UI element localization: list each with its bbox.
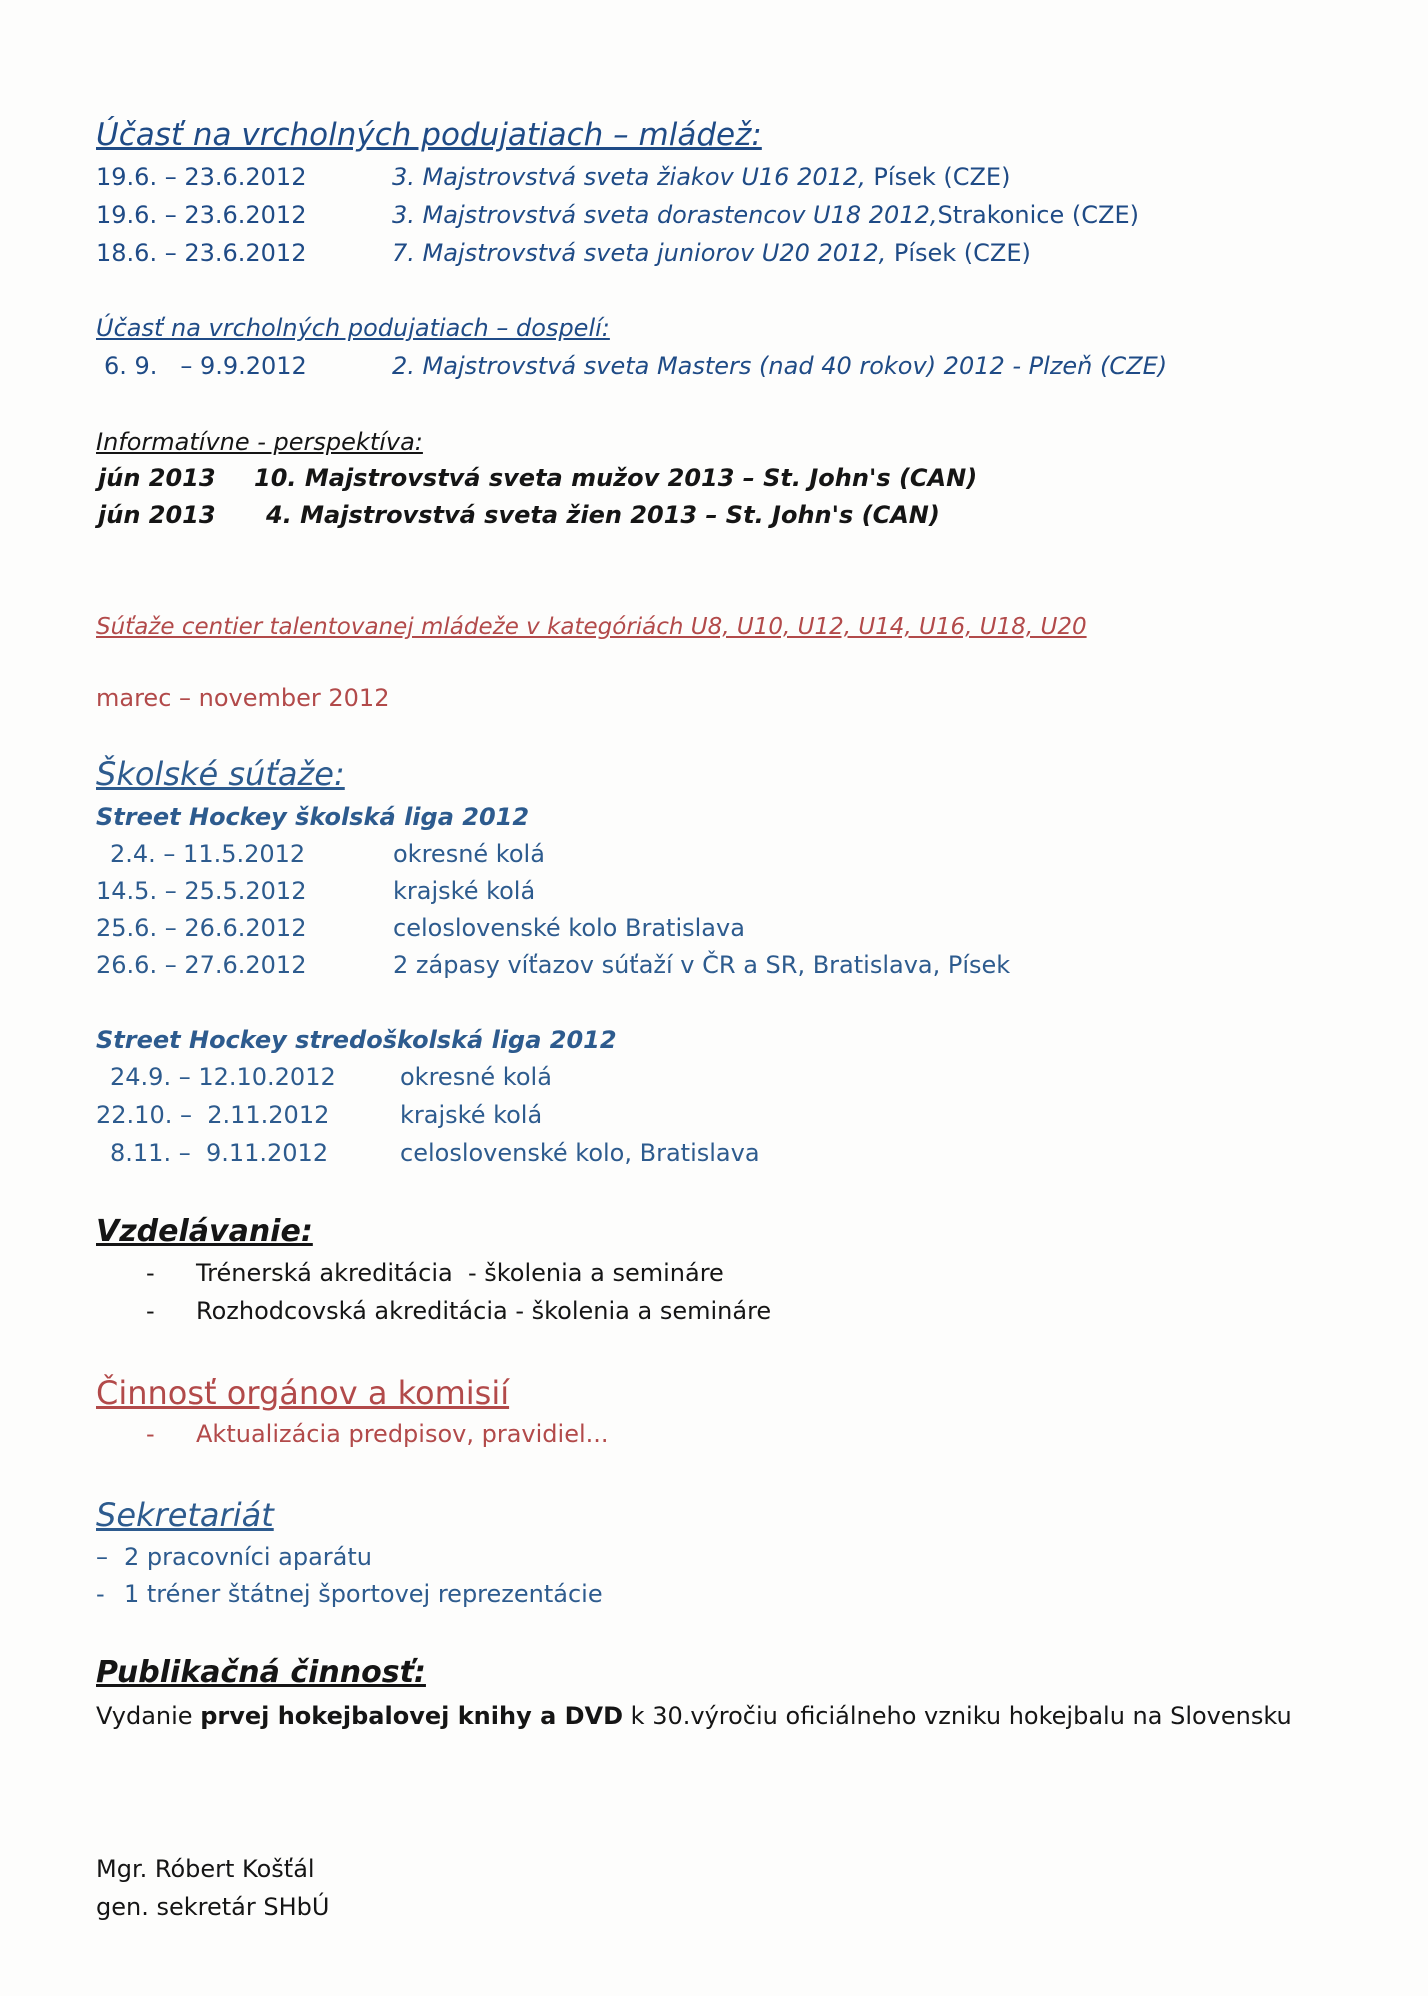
publication-text-post: k 30.výročiu oficiálneho vzniku hokejbalu na Slovensku [623,1702,1292,1730]
secretariat-heading: Sekretariát [96,1496,274,1534]
informative-row-2-event: 4. Majstrovstvá sveta žien 2013 – St. John's (CAN) [266,501,940,529]
youth-row-2-event-name: 3. Majstrovstvá sveta dorastencov U18 2012, [392,201,938,229]
league-1-row-2-date: 14.5. – 25.5.2012 [96,877,307,905]
youth-row-2-event-place: Strakonice (CZE) [937,201,1139,229]
secretariat-item-1-bullet: – [96,1543,108,1571]
league-1-row-3-desc: celoslovenské kolo Bratislava [393,914,745,942]
secretariat-item-2-text: 1 tréner štátnej športovej reprezentácie [124,1580,603,1608]
secretariat-item-2-bullet: - [96,1580,105,1608]
bodies-heading: Činnosť orgánov a komisií [96,1374,510,1412]
talent-period: marec – november 2012 [96,684,390,712]
league-1-row-4-desc: 2 zápasy víťazov súťaží v ČR a SR, Bratislava, Písek [393,951,1011,979]
adults-row-1-date: 6. 9. – 9.9.2012 [104,352,307,380]
publication-heading: Publikačná činnosť: [96,1655,426,1690]
league-2-row-1-desc: okresné kolá [400,1063,552,1091]
education-item-1-bullet: - [146,1259,155,1287]
league-2-row-2-desc: krajské kolá [400,1101,543,1129]
youth-row-3-event-name: 7. Majstrovstvá sveta juniorov U20 2012, [392,239,887,267]
signature-title: gen. sekretár SHbÚ [96,1893,330,1921]
informative-row-1-date: jún 2013 [98,464,216,492]
bodies-item-1-bullet: - [146,1420,155,1448]
youth-row-1-event-place: Písek (CZE) [873,163,1011,191]
talent-heading: Súťaže centier talentovanej mládeže v kategóriách U8, U10, U12, U14, U16, U18, U20 [96,614,1087,640]
league-1-row-3-date: 25.6. – 26.6.2012 [96,914,307,942]
informative-heading: Informatívne - perspektíva: [96,428,423,456]
youth-row-2-event [392,201,1139,229]
education-item-2-bullet: - [146,1297,155,1325]
youth-row-2-date: 19.6. – 23.6.2012 [96,201,307,229]
signature-name: Mgr. Róbert Košťál [96,1855,315,1883]
league-1-row-2-desc: krajské kolá [393,877,536,905]
secretariat-item-1-text: 2 pracovníci aparátu [124,1543,373,1571]
bodies-item-1-text: Aktualizácia predpisov, pravidiel... [196,1420,609,1448]
informative-row-2-date: jún 2013 [98,501,216,529]
informative-row-1-event: 10. Majstrovstvá sveta mužov 2013 – St. John's (CAN) [254,464,978,492]
publication-text [96,1702,1292,1730]
youth-heading: Účasť na vrcholných podujatiach – mládež: [96,117,762,153]
league-2-row-2-date: 22.10. – 2.11.2012 [96,1101,330,1129]
adults-heading: Účasť na vrcholných podujatiach – dospelí: [96,314,610,342]
league-2-row-1-date: 24.9. – 12.10.2012 [110,1063,336,1091]
education-item-1-text: Trénerská akreditácia - školenia a semináre [196,1259,724,1287]
education-heading: Vzdelávanie: [96,1214,313,1249]
league-1-row-4-date: 26.6. – 27.6.2012 [96,951,307,979]
youth-row-3-event-place: Písek (CZE) [893,239,1031,267]
youth-row-1-event-name: 3. Majstrovstvá sveta žiakov U16 2012, [392,163,866,191]
youth-row-3-event [392,239,1031,267]
league-2-row-3-date: 8.11. – 9.11.2012 [110,1139,329,1167]
league-1-row-1-date: 2.4. – 11.5.2012 [110,840,306,868]
school-heading: Školské súťaže: [96,755,345,793]
publication-text-pre: Vydanie [96,1702,201,1730]
league-2-row-3-desc: celoslovenské kolo, Bratislava [400,1139,760,1167]
youth-row-1-date: 19.6. – 23.6.2012 [96,163,307,191]
education-item-2-text: Rozhodcovská akreditácia - školenia a semináre [196,1297,772,1325]
adults-row-1-event: 2. Majstrovstvá sveta Masters (nad 40 rokov) 2012 - Plzeň (CZE) [392,352,1168,380]
school-league-2-title: Street Hockey stredoškolská liga 2012 [96,1026,617,1054]
publication-text-bold: prvej hokejbalovej knihy a DVD [200,1702,624,1730]
youth-row-3-date: 18.6. – 23.6.2012 [96,239,307,267]
youth-row-1-event [392,163,1010,191]
school-league-1-title: Street Hockey školská liga 2012 [96,803,530,831]
league-1-row-1-desc: okresné kolá [393,840,545,868]
